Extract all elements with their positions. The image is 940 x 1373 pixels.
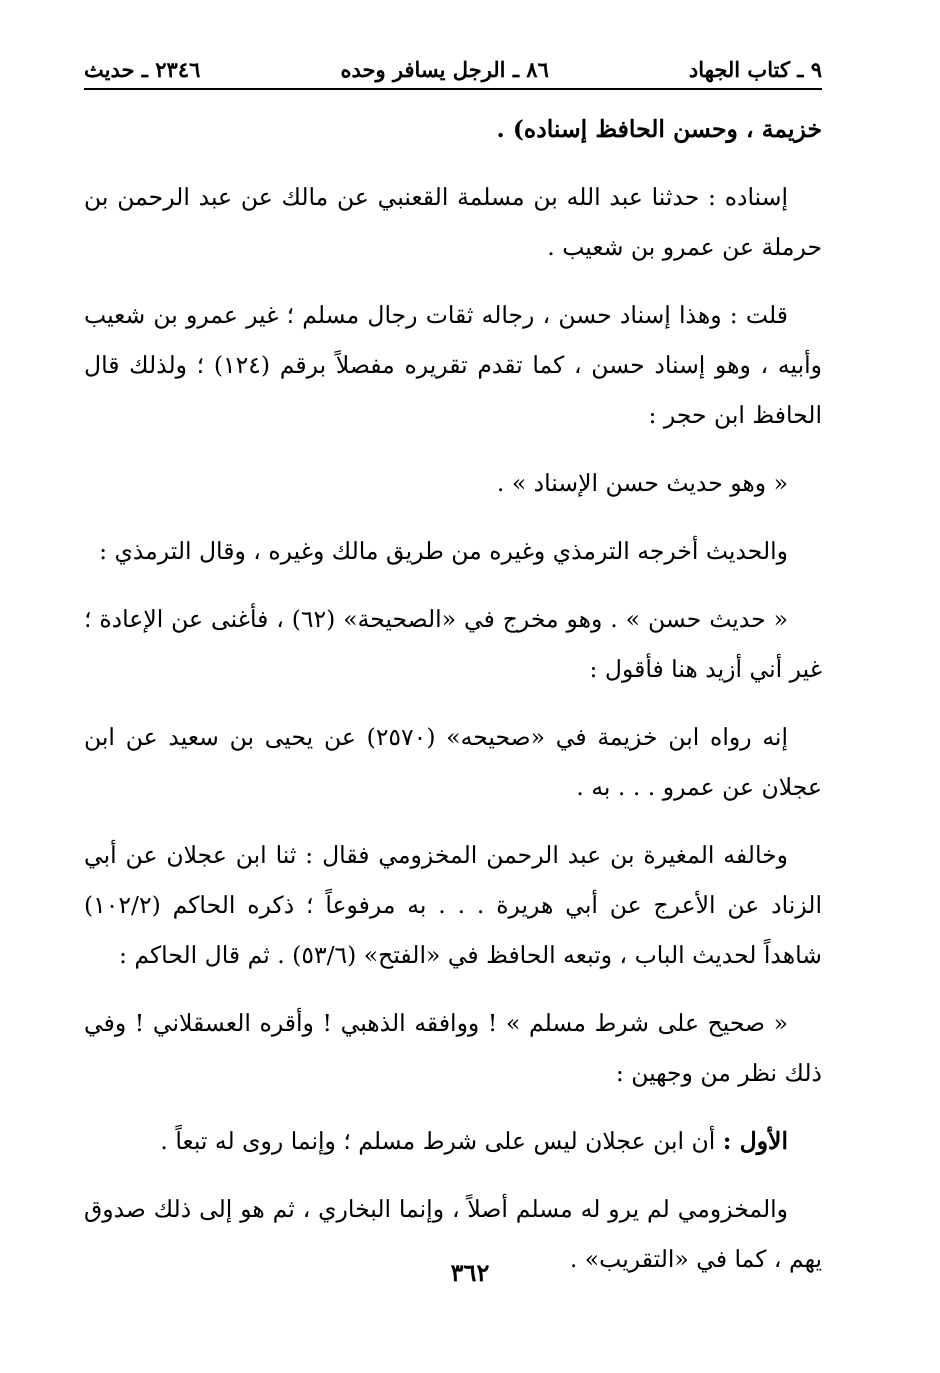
quote-paragraph: « حديث حسن » . وهو مخرج في «الصحيحة» (٦٢) ، فأغنى عن الإعادة ؛ غير أني أزيد هنا فأقول : (84, 605, 822, 683)
paragraph: إنه رواه ابن خزيمة في «صحيحه» (٢٥٧٠) عن يحيى بن سعيد عن ابن عجلان عن عمرو . . . به . (84, 723, 822, 801)
header-book-title: ٩ ـ كتاب الجهاد (688, 57, 822, 82)
quote-paragraph: « صحيح على شرط مسلم » ! ووافقه الذهبي ! وأقره العسقلاني ! وفي ذلك نظر من وجهين : (84, 1009, 822, 1087)
first-point-label: الأول : (722, 1127, 788, 1155)
page-body (84, 104, 822, 1284)
first-point-text: أن ابن عجلان ليس على شرط مسلم ؛ وإنما روى له تبعاً . (160, 1127, 716, 1155)
quote-paragraph: « وهو حديث حسن الإسناد » . (496, 469, 788, 497)
header-chapter-title: ٨٦ ـ الرجل يسافر وحده (340, 57, 549, 82)
header-hadith-number: ٢٣٤٦ ـ حديث (84, 57, 201, 82)
paragraph: إسناده : حدثنا عبد الله بن مسلمة القعنبي عن مالك عن عبد الرحمن بن حرملة عن عمرو بن شعيب . (84, 183, 822, 261)
paragraph: قلت : وهذا إسناد حسن ، رجاله ثقات رجال مسلم ؛ غير عمرو بن شعيب وأبيه ، وهو إسناد حسن ، كما تقدم تقريره مفصلاً برقم (١٢٤) ؛ ولذلك قال الحافظ ابن حجر : (84, 301, 823, 429)
first-point-paragraph (84, 1116, 822, 1166)
page-number: ٣٦٢ (450, 1258, 490, 1287)
paragraph: خزيمة ، وحسن الحافظ إسناده) . (496, 115, 822, 143)
paragraph: وخالفه المغيرة بن عبد الرحمن المخزومي فقال : ثنا ابن عجلان عن أبي الزناد عن الأعرج عن أبي هريرة . . . به مرفوعاً ؛ ذكره الحاكم (١٠٢/٢) شاهداً لحديث الباب ، وتبعه الحافظ في «الفتح» (٥٣/٦) . ثم قال الحاكم : (84, 841, 822, 969)
running-header (84, 56, 822, 90)
paragraph: والحديث أخرجه الترمذي وغيره من طريق مالك وغيره ، وقال الترمذي : (99, 537, 788, 565)
paragraph: والمخزومي لم يرو له مسلم أصلاً ، وإنما البخاري ، ثم هو إلى ذلك صدوق يهم ، كما في «التقريب» . (84, 1195, 822, 1273)
